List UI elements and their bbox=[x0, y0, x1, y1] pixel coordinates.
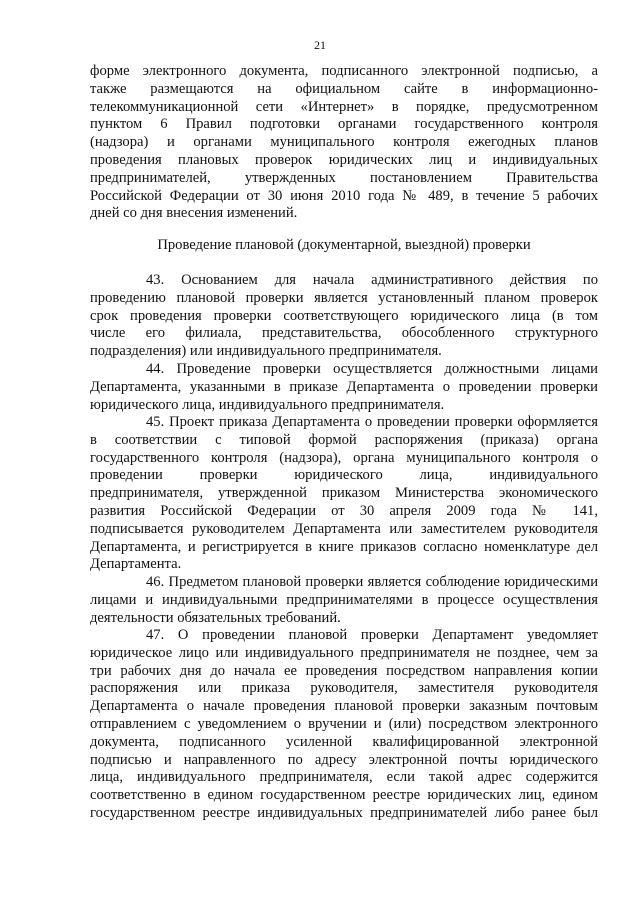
text-line: юридическое лицо или индивидуального предпринимателя не позднее, чем за bbox=[90, 644, 598, 661]
text-line: проведению плановой проверки является установленный планом проверок bbox=[90, 289, 598, 306]
text-line: дней со дня внесения изменений. bbox=[90, 205, 298, 222]
text-line: 46. Предметом плановой проверки является соблюдение юридическими bbox=[146, 574, 598, 590]
text-line: документа, подписанного усиленной квалифицированной электронной bbox=[90, 733, 598, 750]
text-line: отправлением с уведомлением о вручении и (или) посредством электронного bbox=[90, 715, 598, 732]
text-line: Департамента о начале проведения плановой проверки заказным почтовым bbox=[90, 698, 598, 715]
text-line: также размещаются на официальном сайте в информационно- bbox=[90, 80, 598, 97]
text-line: телекоммуникационной сети «Интернет» в порядке, предусмотренном bbox=[90, 98, 598, 115]
text-line: государственном реестре индивидуальных предпринимателей либо ранее был bbox=[90, 804, 598, 821]
text-line: проведения плановых проверок юридических лиц и индивидуальных bbox=[90, 151, 598, 168]
text-line: предпринимателей, утвержденных постановлением Правительства bbox=[90, 169, 598, 186]
section-heading: Проведение плановой (документарной, выездной) проверки bbox=[157, 237, 531, 253]
text-line: подписывается руководителем Департамента или заместителем руководителя bbox=[90, 520, 598, 537]
text-line: лицами и индивидуальными предпринимателями в процессе осуществления bbox=[90, 591, 598, 608]
text-line: юридического лица, индивидуального предпринимателя. bbox=[90, 396, 445, 413]
paragraph-43 bbox=[90, 272, 598, 361]
text-line: Департамента, указанными в приказе Департамента о проведении проверки bbox=[90, 378, 598, 395]
text-line: срок проведения проверки соответствующего юридического лица (в том bbox=[90, 307, 598, 324]
text-line: Департамента. bbox=[90, 556, 182, 573]
text-line: в соответствии с типовой формой распоряжения (приказа) органа bbox=[90, 431, 598, 448]
text-line: 44. Проведение проверки осуществляется должностными лицами bbox=[146, 361, 598, 377]
text-line: Департамента, и регистрируется в книге приказов согласно номенклатуре дел bbox=[90, 538, 598, 555]
text-line: предпринимателя, утвержденной приказом Министерства экономического bbox=[90, 485, 598, 502]
paragraph-45 bbox=[90, 414, 598, 574]
text-line: форме электронного документа, подписанного электронной подписью, а bbox=[90, 63, 598, 79]
text-line: государственного контроля (надзора), органа муниципального контроля о bbox=[90, 449, 598, 466]
text-line: 43. Основанием для начала административного действия по bbox=[146, 272, 598, 288]
text-line: деятельности обязательных требований. bbox=[90, 609, 341, 626]
text-line: распоряжения или приказа руководителя, заместителя руководителя bbox=[90, 680, 598, 697]
text-line: Российской Федерации от 30 июня 2010 года № 489, в течение 5 рабочих bbox=[90, 187, 598, 204]
text-line: подписью и направленного по адресу электронной почты юридического bbox=[90, 751, 598, 768]
text-line: подразделения) или индивидуального предпринимателя. bbox=[90, 343, 442, 360]
text-line: лица, индивидуального предпринимателя, если такой адрес содержится bbox=[90, 769, 598, 786]
paragraph-46 bbox=[90, 574, 598, 627]
text-line: соответственно в едином государственном реестре юридических лиц, едином bbox=[90, 787, 598, 804]
text-line: проведении проверки юридического лица, индивидуального bbox=[90, 467, 598, 484]
text-line: (надзора) и органами муниципального контроля ежегодных планов bbox=[90, 134, 598, 151]
text-line: числе его филиала, представительства, обособленного структурного bbox=[90, 325, 598, 342]
text-line: 45. Проект приказа Департамента о проведении проверки оформляется bbox=[146, 414, 598, 430]
text-line: 47. О проведении плановой проверки Департамент уведомляет bbox=[146, 627, 598, 643]
text-line: развития Российской Федерации от 30 апреля 2009 года № 141, bbox=[90, 502, 598, 519]
paragraph-47 bbox=[90, 627, 598, 823]
page-number: 21 bbox=[314, 38, 326, 52]
text-line: пунктом 6 Правил подготовки органами государственного контроля bbox=[90, 116, 598, 133]
paragraph-44 bbox=[90, 361, 598, 414]
intro-paragraph bbox=[90, 63, 598, 223]
text-line: три рабочих дня до начала ее проведения посредством направления копии bbox=[90, 662, 598, 679]
